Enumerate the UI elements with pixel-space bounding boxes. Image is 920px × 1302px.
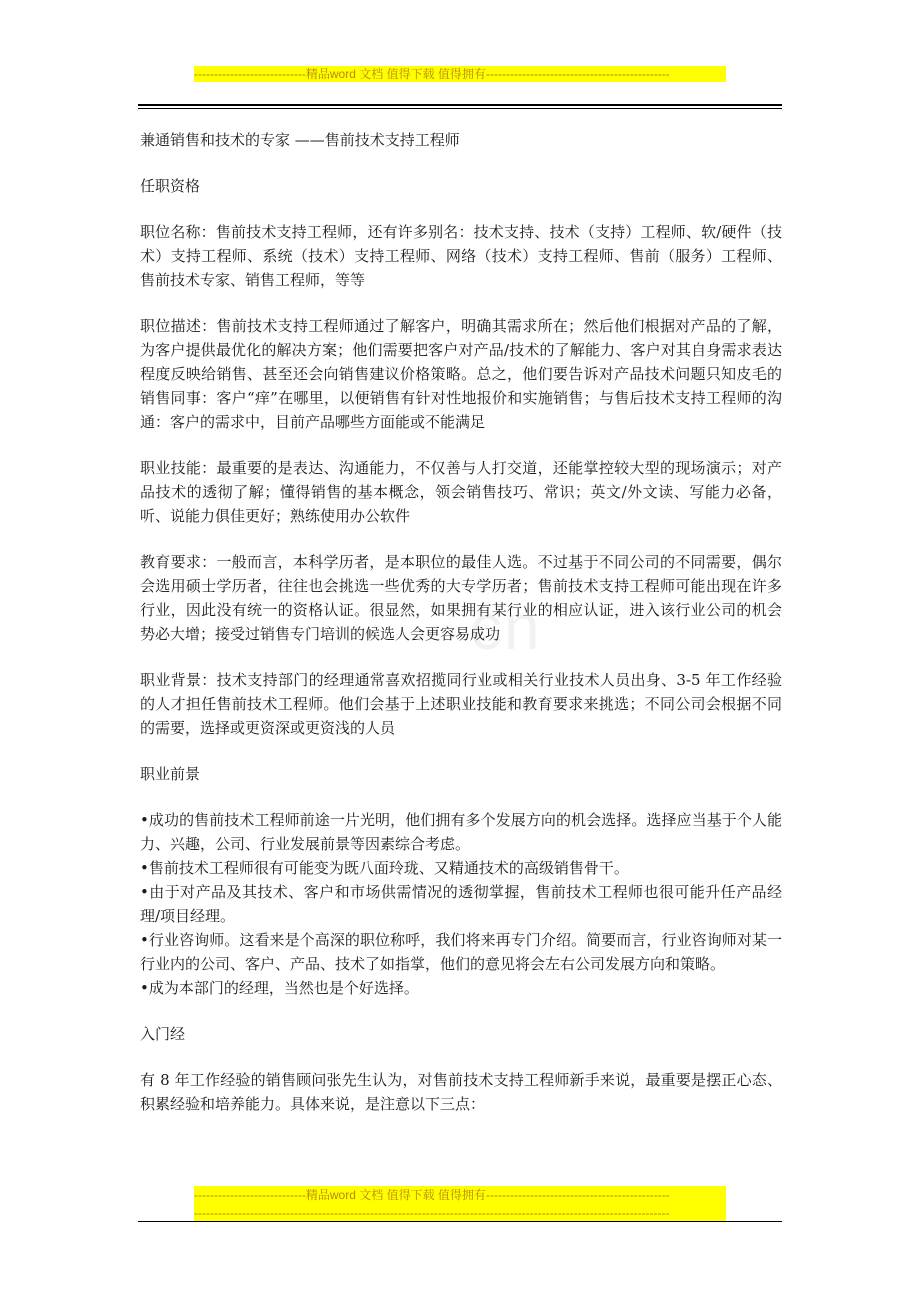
watermark-text: cn bbox=[470, 591, 542, 663]
prospects-list bbox=[140, 808, 782, 1000]
header-rule-thick bbox=[138, 104, 782, 106]
footer-rule bbox=[138, 1221, 782, 1222]
list-item: •由于对产品及其技术、客户和市场供需情况的透彻掌握，售前技术工程师也很可能升任产品经理/项目经理。 bbox=[140, 883, 782, 925]
section-heading-qualification: 任职资格 bbox=[140, 177, 201, 195]
header-rule-thin bbox=[138, 108, 782, 109]
section-heading-prospects: 职业前景 bbox=[140, 765, 201, 783]
footer-banner-text: ----------------------------精品word 文档 值得下载 值得拥有---------------------------------------------- bbox=[194, 1188, 670, 1202]
document-body bbox=[140, 128, 782, 1116]
section-heading-entry: 入门经 bbox=[140, 1025, 186, 1043]
footer-banner-dashes: ----------------------------------------------------------------------------------------------------------------------- bbox=[194, 1206, 670, 1220]
header-banner bbox=[194, 66, 726, 82]
footer-banner bbox=[194, 1186, 726, 1222]
header-banner-text: ----------------------------精品word 文档 值得下载 值得拥有---------------------------------------------- bbox=[194, 67, 670, 81]
list-item: •行业咨询师。这看来是个高深的职位称呼，我们将来再专门介绍。简要而言，行业咨询师对某一行业内的公司、客户、产品、技术了如指掌，他们的意见将会左右公司发展方向和策略。 bbox=[140, 931, 782, 973]
document-title: 兼通销售和技术的专家 ——售前技术支持工程师 bbox=[140, 131, 460, 149]
list-item: •售前技术工程师很有可能变为既八面玲珑、又精通技术的高级销售骨干。 bbox=[140, 859, 629, 877]
paragraph-job-skills: 职业技能：最重要的是表达、沟通能力，不仅善与人打交道，还能掌控较大型的现场演示；对产品技术的透彻了解；懂得销售的基本概念，领会销售技巧、常识；英文/外文读、写能力必备，听、说能力俱佳更好；熟练使用办公软件 bbox=[140, 459, 782, 525]
list-item: •成功的售前技术工程师前途一片光明，他们拥有多个发展方向的机会选择。选择应当基于个人能力、兴趣，公司、行业发展前景等因素综合考虑。 bbox=[140, 811, 782, 853]
paragraph-entry: 有 8 年工作经验的销售顾问张先生认为，对售前技术支持工程师新手来说，最重要是摆正心态、积累经验和培养能力。具体来说，是注意以下三点： bbox=[140, 1071, 782, 1113]
paragraph-background: 职业背景：技术支持部门的经理通常喜欢招揽同行业或相关行业技术人员出身、3-5 年工作经验的人才担任售前技术工程师。他们会基于上述职业技能和教育要求来挑选；不同公司会根据不同的需要，选择或更资深或更资浅的人员 bbox=[140, 671, 782, 737]
paragraph-job-description: 职位描述：售前技术支持工程师通过了解客户，明确其需求所在；然后他们根据对产品的了解，为客户提供最优化的解决方案；他们需要把客户对产品/技术的了解能力、客户对其自身需求表达程度反映给销售、甚至还会向销售建议价格策略。总之，他们要告诉对产品技术问题只知皮毛的销售同事：客户“痒”在哪里，以便销售有针对性地报价和实施销售；与售后技术支持工程师的沟通：客户的需求中，目前产品哪些方面能或不能满足 bbox=[140, 317, 782, 431]
paragraph-job-title: 职位名称：售前技术支持工程师，还有许多别名：技术支持、技术（支持）工程师、软/硬件（技术）支持工程师、系统（技术）支持工程师、网络（技术）支持工程师、售前（服务）工程师、售前技术专家、销售工程师，等等 bbox=[140, 223, 782, 289]
list-item: •成为本部门的经理，当然也是个好选择。 bbox=[140, 979, 419, 997]
paragraph-education: 教育要求：一般而言，本科学历者，是本职位的最佳人选。不过基于不同公司的不同需要，偶尔会选用硕士学历者，往往也会挑选一些优秀的大专学历者；售前技术支持工程师可能出现在许多行业，因此没有统一的资格认证。很显然，如果拥有某行业的相应认证，进入该行业公司的机会势必大增；接受过销售专门培训的候选人会更容易成功 bbox=[140, 553, 782, 643]
